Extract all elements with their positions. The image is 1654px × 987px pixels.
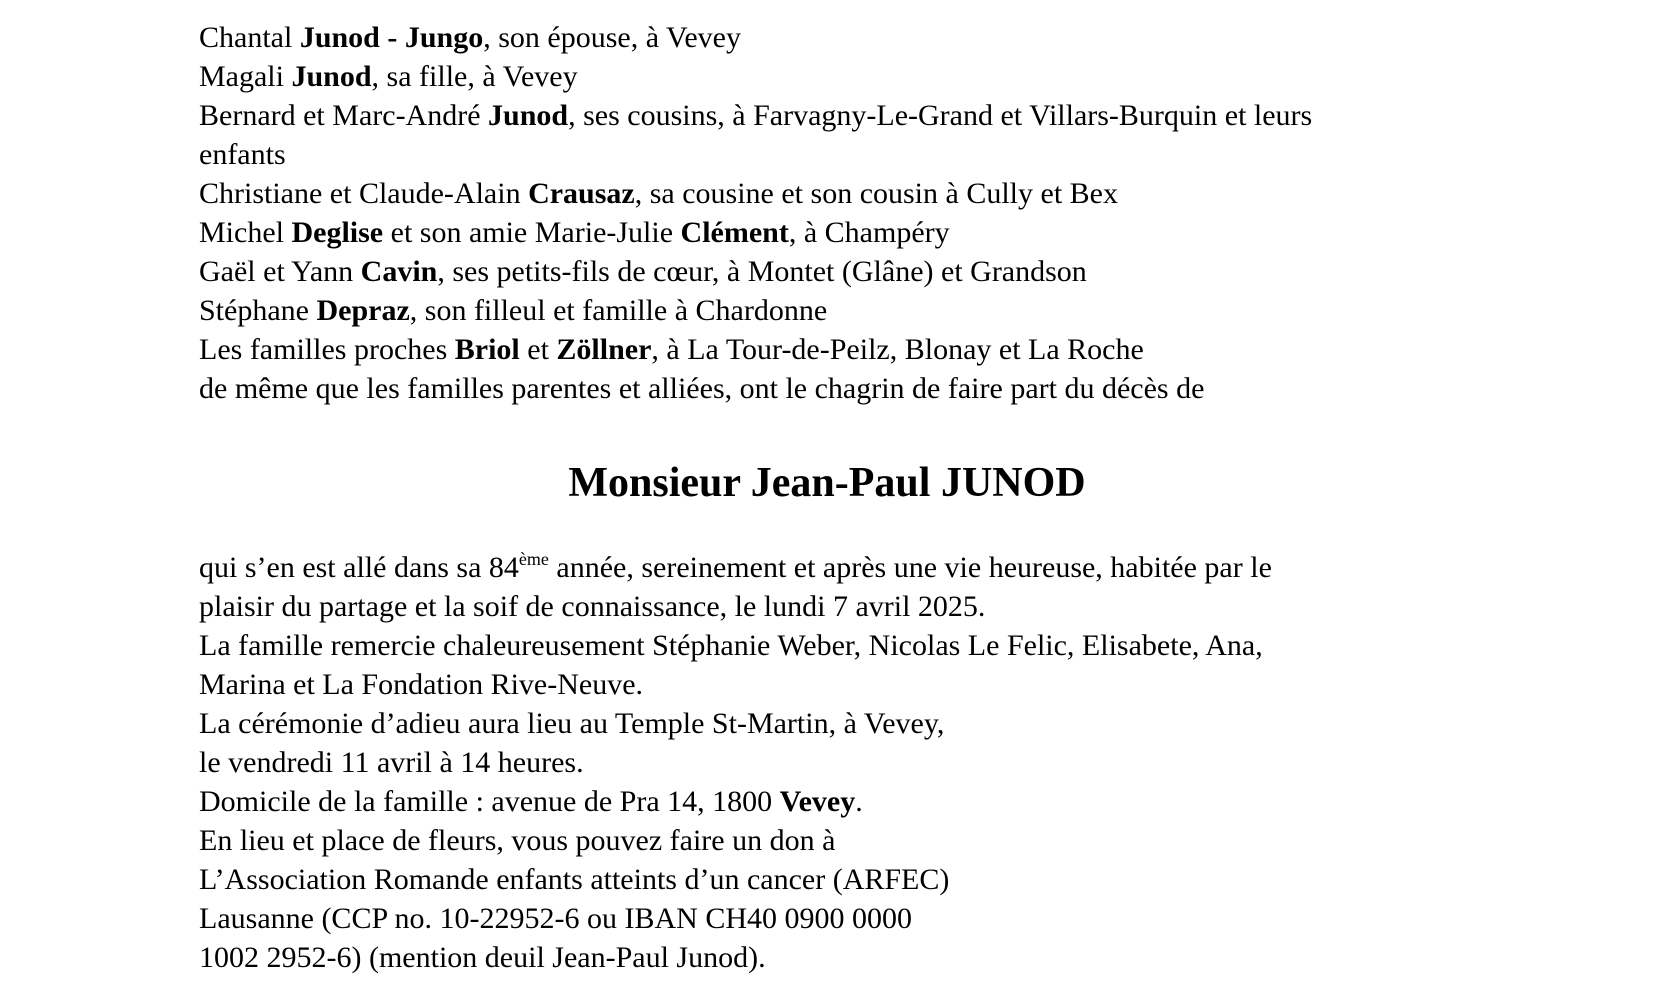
- text: qui s’en est allé dans sa 84: [199, 551, 519, 584]
- text: Gaël et Yann: [199, 255, 361, 288]
- body-line-7: [199, 783, 863, 821]
- text: et son amie Marie-Julie: [383, 216, 681, 249]
- body-line-4: Marina et La Fondation Rive-Neuve.: [199, 668, 644, 701]
- family-line-4: enfants: [199, 138, 286, 171]
- text: , ses cousins, à Farvagny-Le-Grand et Villars-Burquin et leurs: [568, 99, 1313, 132]
- text: , à Champéry: [788, 216, 950, 249]
- body-line-10: Lausanne (CCP no. 10-22952-6 ou IBAN CH40 0900 0000: [199, 902, 913, 935]
- text: Magali: [199, 60, 292, 93]
- family-line-5: [199, 175, 1118, 213]
- body-line-1: [199, 549, 1272, 590]
- text: Bernard et Marc-André: [199, 99, 489, 132]
- body-line-8: En lieu et place de fleurs, vous pouvez faire un don à: [199, 824, 836, 857]
- family-name: Zöllner: [556, 333, 652, 366]
- family-name: Junod - Jungo: [299, 21, 484, 54]
- body-line-11: 1002 2952-6) (mention deuil Jean-Paul Junod).: [199, 941, 766, 974]
- family-line-8: [199, 292, 827, 330]
- body-line-3: La famille remercie chaleureusement Stéphanie Weber, Nicolas Le Felic, Elisabete, Ana,: [199, 629, 1263, 662]
- text: Christiane et Claude-Alain: [199, 177, 529, 210]
- city-name: Vevey: [779, 785, 856, 818]
- text: , son épouse, à Vevey: [483, 21, 741, 54]
- family-name: Cavin: [360, 255, 438, 288]
- text: , ses petits-fils de cœur, à Montet (Glâne) et Grandson: [437, 255, 1087, 288]
- text: année, sereinement et après une vie heureuse, habitée par le: [548, 551, 1272, 584]
- text: Les familles proches: [199, 333, 455, 366]
- family-line-10: de même que les familles parentes et alliées, ont le chagrin de faire part du décès de: [199, 372, 1205, 405]
- text: .: [855, 785, 863, 818]
- family-line-6: [199, 214, 950, 252]
- family-name: Crausaz: [528, 177, 635, 210]
- deceased-name-title: Monsieur Jean-Paul JUNOD: [568, 460, 1086, 506]
- text: Domicile de la famille : avenue de Pra 14, 1800: [199, 785, 780, 818]
- family-name: Junod: [291, 60, 372, 93]
- superscript: ème: [518, 549, 549, 569]
- family-name: Depraz: [316, 294, 410, 327]
- text: Chantal: [199, 21, 300, 54]
- text: , sa fille, à Vevey: [371, 60, 578, 93]
- text: et: [519, 333, 557, 366]
- family-line-3: [199, 97, 1312, 135]
- family-name: Deglise: [291, 216, 384, 249]
- body-line-5: La cérémonie d’adieu aura lieu au Temple St-Martin, à Vevey,: [199, 707, 945, 740]
- text: , sa cousine et son cousin à Cully et Bex: [634, 177, 1118, 210]
- text: Michel: [199, 216, 292, 249]
- family-line-1: [199, 19, 741, 57]
- body-line-9: L’Association Romande enfants atteints d’un cancer (ARFEC): [199, 863, 950, 896]
- text: Stéphane: [199, 294, 317, 327]
- family-name: Briol: [454, 333, 520, 366]
- family-name: Clément: [680, 216, 789, 249]
- text: , son filleul et famille à Chardonne: [409, 294, 828, 327]
- family-line-2: [199, 58, 578, 96]
- family-line-7: [199, 253, 1087, 291]
- body-line-6: le vendredi 11 avril à 14 heures.: [199, 746, 584, 779]
- family-line-9: [199, 331, 1144, 369]
- text: , à La Tour-de-Peilz, Blonay et La Roche: [651, 333, 1144, 366]
- family-name: Junod: [488, 99, 569, 132]
- body-line-2: plaisir du partage et la soif de connaissance, le lundi 7 avril 2025.: [199, 590, 986, 623]
